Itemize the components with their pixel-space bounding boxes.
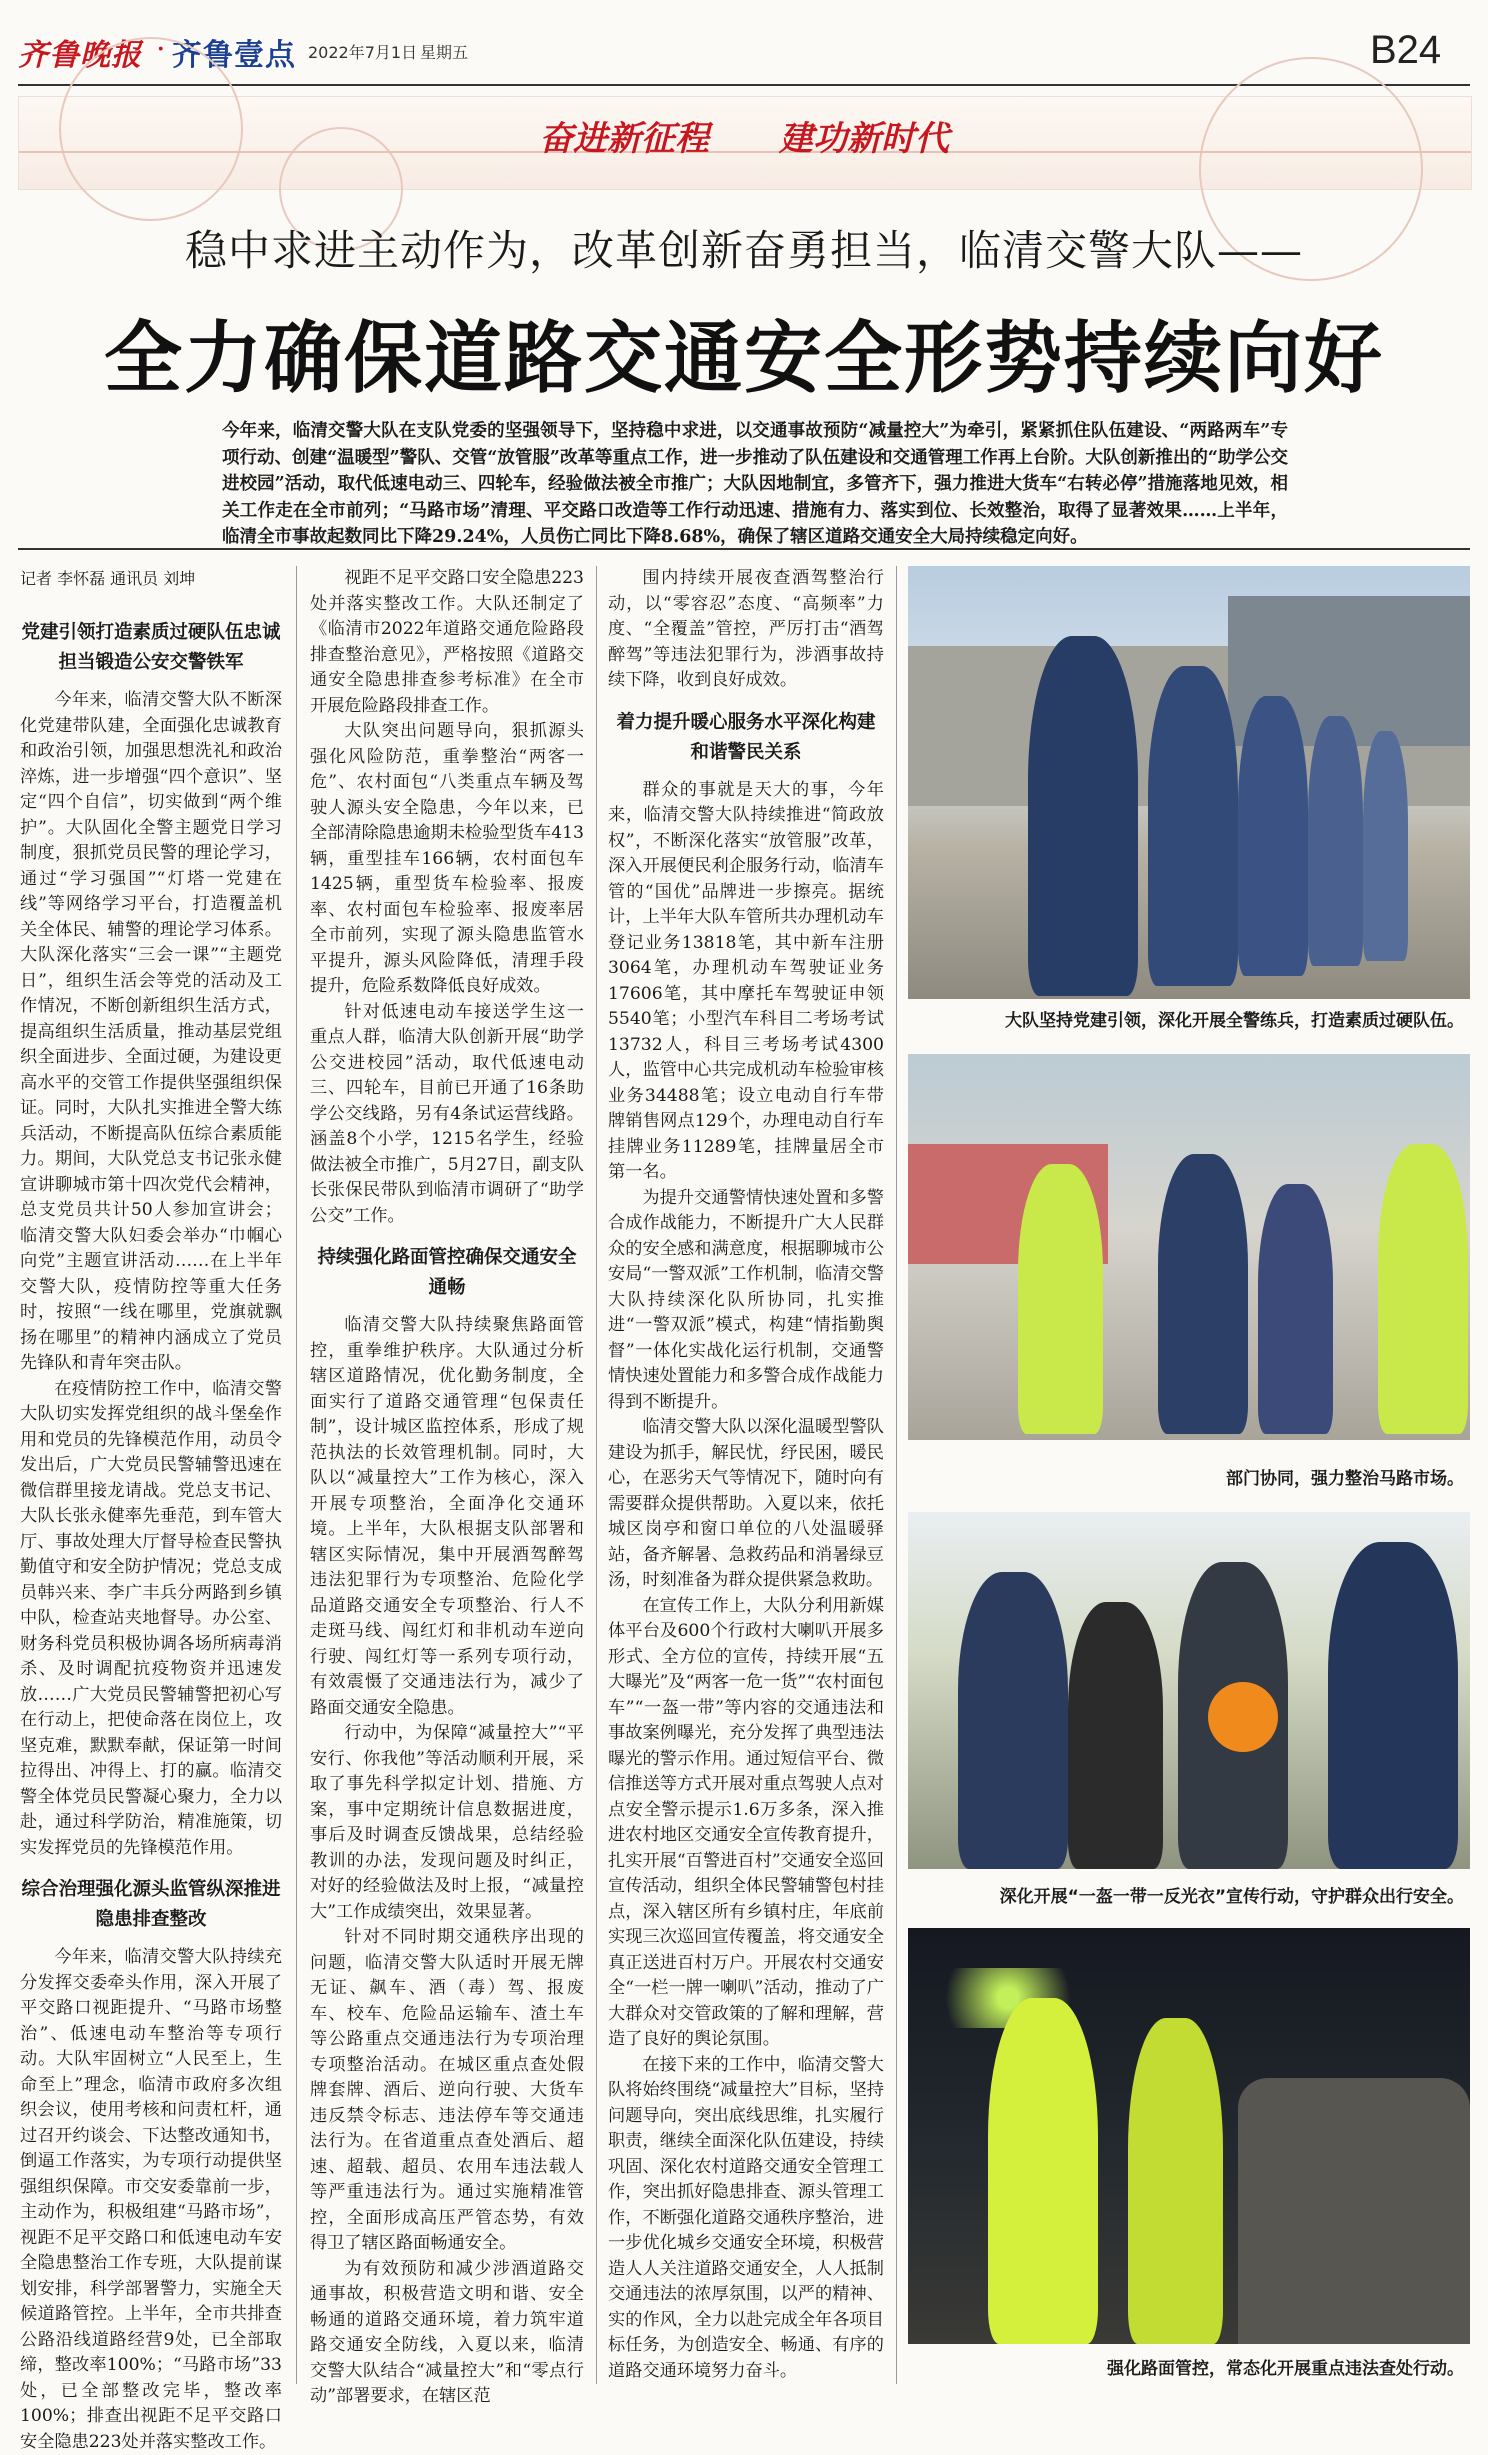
- section-heading: 党建引领打造素质过硬队伍忠诚担当锻造公安交警铁军: [21, 622, 281, 673]
- article-paragraph: 在疫情防控工作中，临清交警大队切实发挥党组织的战斗堡垒作用和党员的先锋模范作用，动员令发出后，广大党员民警辅警迅速在微信群里接龙请战。党总支书记、大队长张永健率先垂范，到车管大厅、事故处理大厅督导检查民警执勤值守和安全防护情况；党总支成员韩兴来、李广丰兵分两路到乡镇中队，检查站夹地督导。办公室、财务科党员积极协调各场所病毒消杀、及时调配抗疫物资并迅速发放……广大党员民警辅警把初心写在行动上，把使命落在岗位上，攻坚克难，默默奉献，保证第一时间拉得出、冲得上、打的赢。临清交警全体党员民警凝心聚力，全力以赴，通过科学防治，精准施策，切实发挥党员的先锋模范作用。: [20, 1378, 282, 1858]
- article-paragraph: 为有效预防和减少涉酒道路交通事故，积极营造文明和谐、安全畅通的道路交通环境，着力筑牢道路交通安全防线，入夏以来，临清交警大队结合“减量控大”和“零点行动”部署要求，在辖区范: [310, 2258, 584, 2406]
- photo-police-salute[interactable]: [908, 566, 1470, 999]
- photo-caption-4: 强化路面管控，常态化开展重点违法查处行动。: [1107, 2359, 1464, 2379]
- page-number: B24: [1370, 28, 1442, 72]
- person-figure: [1258, 1184, 1333, 1434]
- photo-night-enforcement[interactable]: [908, 1928, 1470, 2344]
- article-paragraph: 大队突出问题导向，狠抓源头强化风险防范，重拳整治“两客一危”、农村面包“八类重点车辆及驾驶人源头安全隐患，今年以来，已全部清除隐患逾期未检验型货车413辆，重型挂车166辆，农村面包车1425辆，重型货车检验率、报废率、农村面包车检验率、报废率居全市前列，实现了源头隐患监管水平提升，源头风险降低，清理手段提升，危险系数降低良好成效。: [310, 721, 584, 996]
- article-paragraph: 群众的事就是天大的事，今年来，临清交警大队持续推进“简政放权”，不断深化落实“放管服”改革，深入开展便民利企服务行动，临清车管的“国优”品牌进一步擦亮。据统计，上半年大队车管所共办理机动车登记业务13818笔，其中新车注册3064笔，办理机动车驾驶证业务17606笔，其中摩托车驾驶证申领5540笔；小型汽车科目二考场考试13732人，科目三考场考试4300人，监管中心共完成机动车检验审核业务34488笔；设立电动自行车带牌销售网点129个，办理电动自行车挂牌业务11289笔，挂牌量居全市第一名。: [608, 779, 884, 1182]
- photo-helmet-campaign[interactable]: [908, 1512, 1470, 1869]
- article-paragraph: 针对低速电动车接送学生这一重点人群，临清大队创新开展“助学公交进校园”活动，取代低速电动三、四轮车，目前已开通了16条助学公交线路，另有4条试运营线路。涵盖8个小学，1215名学生，经验做法被全市推广，5月27日，副支队长张保民带队到临清市调研了“助学公交”工作。: [310, 1001, 584, 1226]
- column-divider: [896, 566, 897, 2384]
- officer-figure: [1018, 1164, 1103, 1434]
- lead-divider: [18, 548, 1470, 550]
- article-paragraph: 今年来，临清交警大队持续充分发挥交委牵头作用，深入开展了平交路口视距提升、“马路市场整治”、低速电动车整治等专项行动。大队牢固树立“人民至上，生命至上”理念，临清市政府多次组织会议，使用考核和问责杠杆，通过召开约谈会、下达整改通知书，倒逼工作落实，为专项行动提供坚强组织保障。市交安委靠前一步，主动作为，积极组建“马路市场”，视距不足平交路口和低速电动车安全隐患整治工作专班，大队提前谋划安排，科学部署警力，实施全天候道路管控。上半年，全市共排查公路沿线道路经营9处，已全部取缔，整改率100%；“马路市场”33处，已全部整改完毕，整改率100%；排查出视距不足平交路口安全隐患223处并落实整改工作。: [20, 1947, 282, 2452]
- banner-slogan-left: 奋进新征程: [539, 119, 709, 159]
- article-column-1: [20, 604, 282, 2452]
- article-paragraph: 在接下来的工作中，临清交警大队将始终围绕“减量控大”目标，坚持问题导向，突出底线思维，扎实履行职责，继续全面深化队伍建设，持续巩固、深化农村道路交通安全管理工作，突出抓好隐患排查、源头管理工作，不断强化道路交通秩序整治，进一步优化城乡交通安全环境，积极营造人人关注道路交通安全，人人抵制交通违法的浓厚氛围，以严的精神、实的作风，全力以赴完成全年各项目标任务，为创造安全、畅通、有序的道路交通环境努力奋斗。: [608, 2054, 884, 2381]
- section-heading: 着力提升暖心服务水平深化构建和谐警民关系: [616, 711, 876, 763]
- officer-figure: [1238, 696, 1308, 976]
- article-paragraph: 视距不足平交路口安全隐患223处并落实整改工作。大队还制定了《临清市2022年道路交通危险路段排查整治意见》，严格按照《道路交通安全隐患排查参考标准》在全市开展危险路段排查工作。: [310, 568, 584, 716]
- officer-figure: [1158, 1154, 1248, 1434]
- banner-line: [19, 151, 1471, 153]
- article-lead: 今年来，临清交警大队在支队党委的坚强领导下，坚持稳中求进，以交通事故预防“减量控大”为牵引，紧紧抓住队伍建设、“两路两车”专项行动、创建“温暖型”警队、交管“放管服”改革等重点工作，进一步推动了队伍建设和交通管理工作再上台阶。大队创新推出的“助学公交进校园”活动，取代低速电动三、四轮车，经验做法被全市推广；大队因地制宜，多管齐下，强力推进大货车“右转必停”措施落地见效，相关工作走在全市前列；“马路市场”清理、平交路口改造等工作行动迅速、措施有力、落实到位、长效整治，取得了显著效果……上半年，临清全市事故起数同比下降29.24%，人员伤亡同比下降8.68%，确保了辖区道路交通安全大局持续稳定向好。: [222, 421, 1288, 547]
- article-paragraph: 行动中，为保障“减量控大”“平安行、你我他”等活动顺利开展，采取了事先科学拟定计划、措施、方案，事中定期统计信息数据进度，事后及时调查反馈战果，总结经验教训的办法，发现问题及时纠正，对好的经验做法及时上报，“减量控大”工作成绩突出，效果显著。: [310, 1723, 584, 1922]
- article-paragraph: 今年来，临清交警大队不断深化党建带队建，全面强化忠诚教育和政治引领，加强思想洗礼和政治淬炼，进一步增强“四个意识”、坚定“四个自信”，切实做到“两个维护”。大队固化全警主题党日学习制度，狠抓党员民警的理论学习，通过“学习强国”“灯塔一党建在线”等网络学习平台，打造覆盖机关全体民、辅警的理论学习体系。大队深化落实“三会一课”“主题党日”，组织生活会等党的活动及工作情况，不断创新组织生活方式，提高组织生活质量，推动基层党组织全面进步、全面过硬，为建设更高水平的交管工作提供坚强组织保证。同时，大队扎实推进全警大练兵活动，不断提高队伍综合素质能力。期间，大队党总支书记张永健宣讲聊城市第十四次党代会精神，总支党员共计50人参加宣讲会；临清交警大队妇委会举办“巾帼心向党”主题宣讲活动……在上半年交警大队，疫情防控等重大任务时，按照“一线在哪里，党旗就飘扬在哪里”的精神内涵成立了党员先锋队和青年突击队。: [20, 690, 282, 1373]
- person-figure: [1068, 1602, 1163, 1869]
- vehicle: [1238, 2078, 1470, 2344]
- banner-decoration: [59, 37, 243, 221]
- app-logo[interactable]: 齐鲁壹点: [172, 38, 296, 73]
- logo-separator: ·: [156, 32, 166, 67]
- officer-figure: [1028, 636, 1138, 996]
- article-headline: 全力确保道路交通安全形势持续向好: [103, 313, 1384, 404]
- article-paragraph: 临清交警大队持续聚焦路面管控，重拳维护秩序。大队通过分析辖区道路情况，优化勤务制度，全面实行了道路交通管理“包保责任制”，设计城区监控体系，形成了规范执法的长效管理机制。同时，大队以“减量控大”工作为核心，深入开展专项整治，全面净化交通环境。上半年，大队根据支队部署和辖区实际情况，集中开展酒驾醉驾违法犯罪行为专项整治、危险化学品道路交通安全专项整治、行人不走斑马线、闯红灯和非机动车逆向行驶、闯红灯等一系列专项行动，有效震慑了交通违法行为，减少了路面交通安全隐患。: [310, 1315, 584, 1718]
- officer-figure: [1378, 1144, 1468, 1434]
- officer-figure: [1128, 2018, 1223, 2344]
- article-paragraph: 为提升交通警情快速处置和多警合成作战能力，不断提升广大人民群众的安全感和满意度，根据聊城市公安局“一警双派”工作机制，临清交警大队持续深化队所协同，扎实推进“一警双派”模式，构建“情指勤舆督”一体化实战化运行机制，交通警情快速处置能力和多警合成作战能力得到不断提升。: [608, 1187, 884, 1412]
- newspaper-logo[interactable]: 齐鲁晚报: [18, 38, 142, 73]
- article-paragraph: 围内持续开展夜查酒驾整治行动，以“零容忍”态度、“高频率”力度、“全覆盖”管控，严厉打击“酒驾醉驾”等违法犯罪行为，涉酒事故持续下降，收到良好成效。: [608, 568, 884, 690]
- photo-caption-1: 大队坚持党建引领，深化开展全警练兵，打造素质过硬队伍。: [1005, 1011, 1464, 1031]
- article-subheadline: 稳中求进主动作为，改革创新奋勇担当，临清交警大队——: [184, 226, 1303, 275]
- issue-date: 2022年7月1日: [308, 43, 418, 62]
- section-heading: 持续强化路面管控确保交通安全通畅: [317, 1247, 577, 1298]
- officer-figure: [1328, 1542, 1458, 1869]
- section-heading: 综合治理强化源头监管纵深推进隐患排查整改: [21, 1879, 281, 1930]
- issue-weekday: 星期五: [420, 43, 469, 62]
- officer-figure: [1308, 716, 1363, 966]
- photo-caption-2: 部门协同，强力整治马路市场。: [1226, 1469, 1464, 1489]
- helmet-icon: [1208, 1682, 1278, 1752]
- article-column-3: [608, 566, 884, 2384]
- photo-market-inspection[interactable]: [908, 1054, 1470, 1440]
- article-column-2: [310, 566, 584, 2406]
- byline: 记者 李怀磊 通讯员 刘坤: [20, 569, 196, 588]
- article-paragraph: 在宣传工作上，大队分利用新媒体平台及600个行政村大喇叭开展多形式、全方位的宣传，持续开展“五大曝光”及“两客一危一货”“农村面包车”“一盔一带”等内容的交通违法和事故案例曝光，充分发挥了典型违法曝光的警示作用。通过短信平台、微信推送等方式开展对重点驾驶人点对点安全警示提示1.6万多条，深入推进农村地区交通安全宣传教育提升，扎实开展“百警进百村”交通安全巡回宣传活动，组织全体民警辅警包村挂点，深入辖区所有乡镇村庄，年底前实现三次巡回宣传覆盖，将交通安全真正送进百村万户。开展农村交通安全“一栏一牌一喇叭”活动，推动了广大群众对交管政策的了解和理解，营造了良好的舆论氛围。: [608, 1595, 884, 2049]
- column-divider: [296, 566, 297, 2384]
- column-divider: [596, 566, 597, 2384]
- officer-figure: [1148, 666, 1238, 986]
- article-paragraph: 临清交警大队以深化温暖型警队建设为抓手，解民忧，纾民困，暖民心，在恶劣天气等情况下，随时向有需要群众提供帮助。入夏以来，依托城区岗亭和窗口单位的八处温暖驿站，备齐解暑、急救药品和消暑绿豆汤，时刻准备为群众提供紧急救助。: [608, 1417, 884, 1590]
- article-paragraph: 针对不同时期交通秩序出现的问题，临清交警大队适时开展无牌无证、飙车、酒（毒）驾、报废车、校车、危险品运输车、渣土车等公路重点交通违法行为专项治理专项整治活动。在城区重点查处假牌套牌、酒后、逆向行驶、大货车违反禁令标志、违法停车等交通违法行为。在省道重点查处酒后、超速、超载、超员、农用车违法载人等严重违法行为。通过实施精准管控，全面形成高压严管态势，有效得卫了辖区路面畅通安全。: [310, 1927, 584, 2253]
- officer-figure: [988, 1998, 1098, 2344]
- section-banner: [18, 96, 1472, 190]
- officer-figure: [958, 1572, 1068, 1869]
- masthead: [18, 24, 1468, 80]
- officer-figure: [1363, 731, 1408, 961]
- banner-slogan-right: 建功新时代: [779, 119, 949, 159]
- photo-caption-3: 深化开展“一盔一带一反光衣”宣传行动，守护群众出行安全。: [999, 1887, 1464, 1907]
